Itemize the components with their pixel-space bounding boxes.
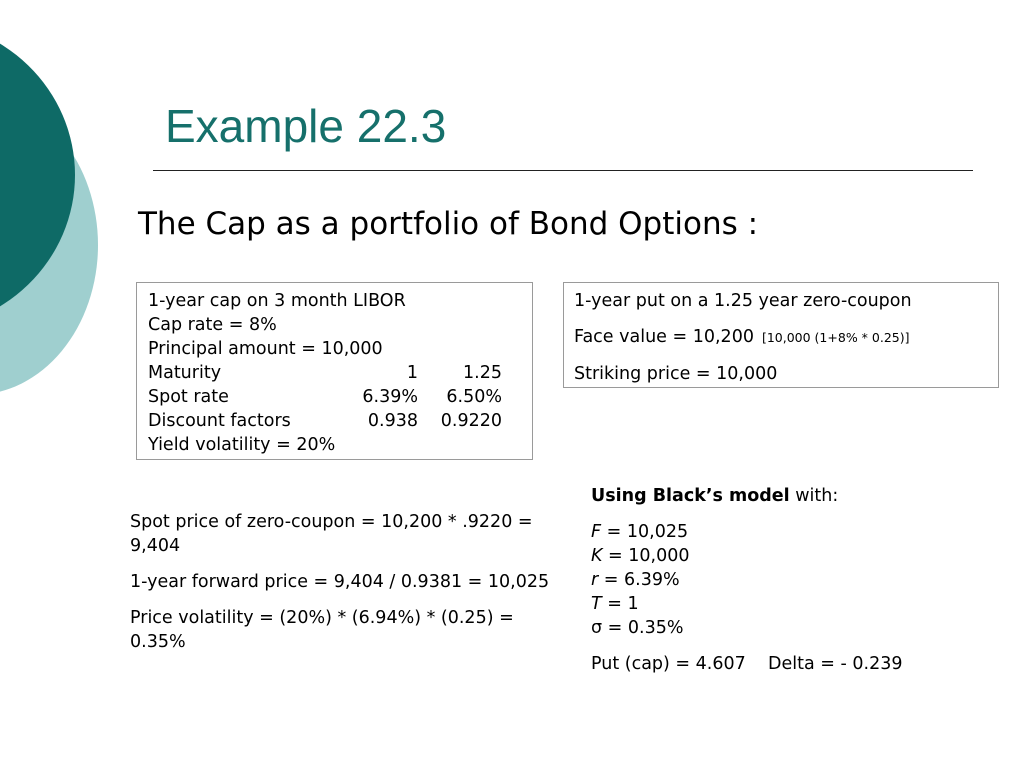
spot-price-calc: Spot price of zero-coupon = 10,200 * .9220 = 9,404 xyxy=(130,512,533,556)
put-result-line: Put (cap) = 4.607 Delta = - 0.239 xyxy=(591,654,903,674)
principal-amount: Principal amount = 10,000 xyxy=(148,339,383,359)
title-divider xyxy=(153,170,973,171)
price-volatility-calc: Price volatility = (20%) * (6.94%) * (0.25) = 0.35% xyxy=(130,608,514,652)
slide-subtitle: The Cap as a portfolio of Bond Options : xyxy=(138,206,759,242)
striking-price: Striking price = 10,000 xyxy=(574,364,778,384)
maturity-row: Maturity 1 1.25 xyxy=(148,363,502,383)
calculation-steps xyxy=(130,510,550,666)
param-T: T = 1 xyxy=(591,594,639,614)
yield-volatility: Yield volatility = 20% xyxy=(148,435,336,455)
slide-title: Example 22.3 xyxy=(165,100,447,152)
cap-rate: Cap rate = 8% xyxy=(148,315,277,335)
face-value-line: Face value = 10,200 [10,000 (1+8% * 0.25)] xyxy=(574,327,910,347)
face-value-note: [10,000 (1+8% * 0.25)] xyxy=(761,330,910,345)
black-model-section xyxy=(591,484,1011,688)
cap-description: 1-year cap on 3 month LIBOR xyxy=(148,291,406,311)
param-K: K = 10,000 xyxy=(591,546,690,566)
discount-factors-row: Discount factors 0.938 0.9220 xyxy=(148,411,502,431)
param-F: F = 10,025 xyxy=(591,522,689,542)
forward-price-calc: 1-year forward price = 9,404 / 0.9381 = 10,025 xyxy=(130,572,550,592)
param-r: r = 6.39% xyxy=(591,570,680,590)
param-sigma: σ = 0.35% xyxy=(591,618,684,638)
spot-rate-row: Spot rate 6.39% 6.50% xyxy=(148,387,502,407)
cap-parameters-box xyxy=(136,282,533,460)
put-option-box xyxy=(563,282,999,388)
black-model-heading: Using Black’s model with: xyxy=(591,486,839,506)
put-description: 1-year put on a 1.25 year zero-coupon xyxy=(574,291,912,311)
